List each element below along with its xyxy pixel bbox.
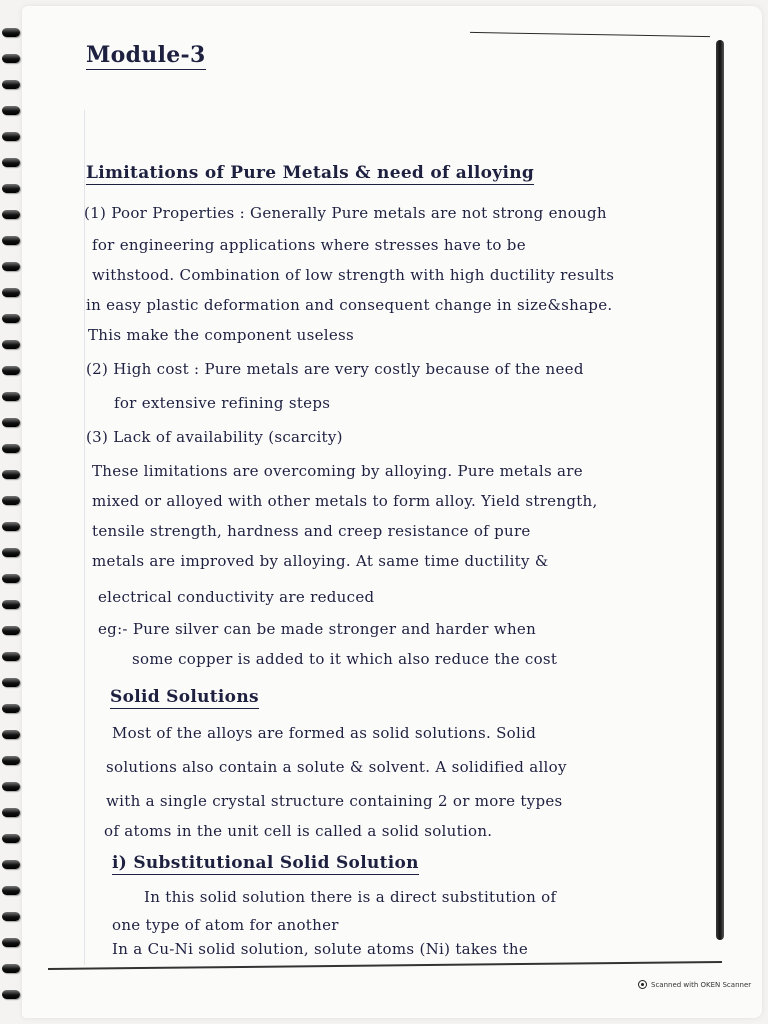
- point2-line-2: for extensive refining steps: [114, 394, 331, 412]
- sub-line-2: one type of atom for another: [112, 916, 339, 934]
- margin-line: [84, 110, 85, 965]
- page-edge-right: [716, 40, 724, 940]
- example-line-1: eg:- Pure silver can be made stronger and harder when: [98, 620, 537, 638]
- sub-line-3: In a Cu-Ni solid solution, solute atoms (Ni) takes the: [112, 940, 529, 958]
- para1-line-5: electrical conductivity are reduced: [98, 588, 375, 606]
- scanner-logo-icon: [638, 980, 647, 989]
- example-line-2: some copper is added to it which also reduce the cost: [132, 650, 558, 668]
- scanner-text: Scanned with OKEN Scanner: [651, 980, 752, 989]
- para1-line-2: mixed or alloyed with other metals to form alloy. Yield strength,: [92, 492, 598, 510]
- point1-line-3: withstood. Combination of low strength with high ductility results: [92, 266, 615, 284]
- para2-line-1: Most of the alloys are formed as solid solutions. Solid: [112, 724, 537, 742]
- point1-line-1: (1) Poor Properties : Generally Pure metals are not strong enough: [84, 204, 607, 222]
- point3-line: (3) Lack of availability (scarcity): [86, 428, 343, 446]
- para2-line-3: with a single crystal structure containing 2 or more types: [106, 792, 563, 810]
- para2-line-2: solutions also contain a solute & solvent. A solidified alloy: [106, 758, 567, 776]
- para1-line-3: tensile strength, hardness and creep resistance of pure: [92, 522, 531, 540]
- section1-heading: Limitations of Pure Metals & need of alloying: [86, 163, 535, 183]
- scanner-watermark: [638, 980, 751, 989]
- sub-line-1: In this solid solution there is a direct substitution of: [144, 888, 557, 906]
- subsection-heading: i) Substitutional Solid Solution: [112, 853, 419, 873]
- point1-line-2: for engineering applications where stresses have to be: [92, 236, 526, 254]
- point1-line-4: in easy plastic deformation and consequent change in size&shape.: [86, 296, 613, 314]
- section2-heading: Solid Solutions: [110, 687, 259, 707]
- para1-line-4: metals are improved by alloying. At same time ductility &: [92, 552, 549, 570]
- para1-line-1: These limitations are overcoming by alloying. Pure metals are: [92, 462, 583, 480]
- para2-line-4: of atoms in the unit cell is called a solid solution.: [104, 822, 493, 840]
- point2-line-1: (2) High cost : Pure metals are very costly because of the need: [86, 360, 584, 378]
- module-title: Module-3: [86, 42, 206, 68]
- point1-line-5: This make the component useless: [88, 326, 355, 344]
